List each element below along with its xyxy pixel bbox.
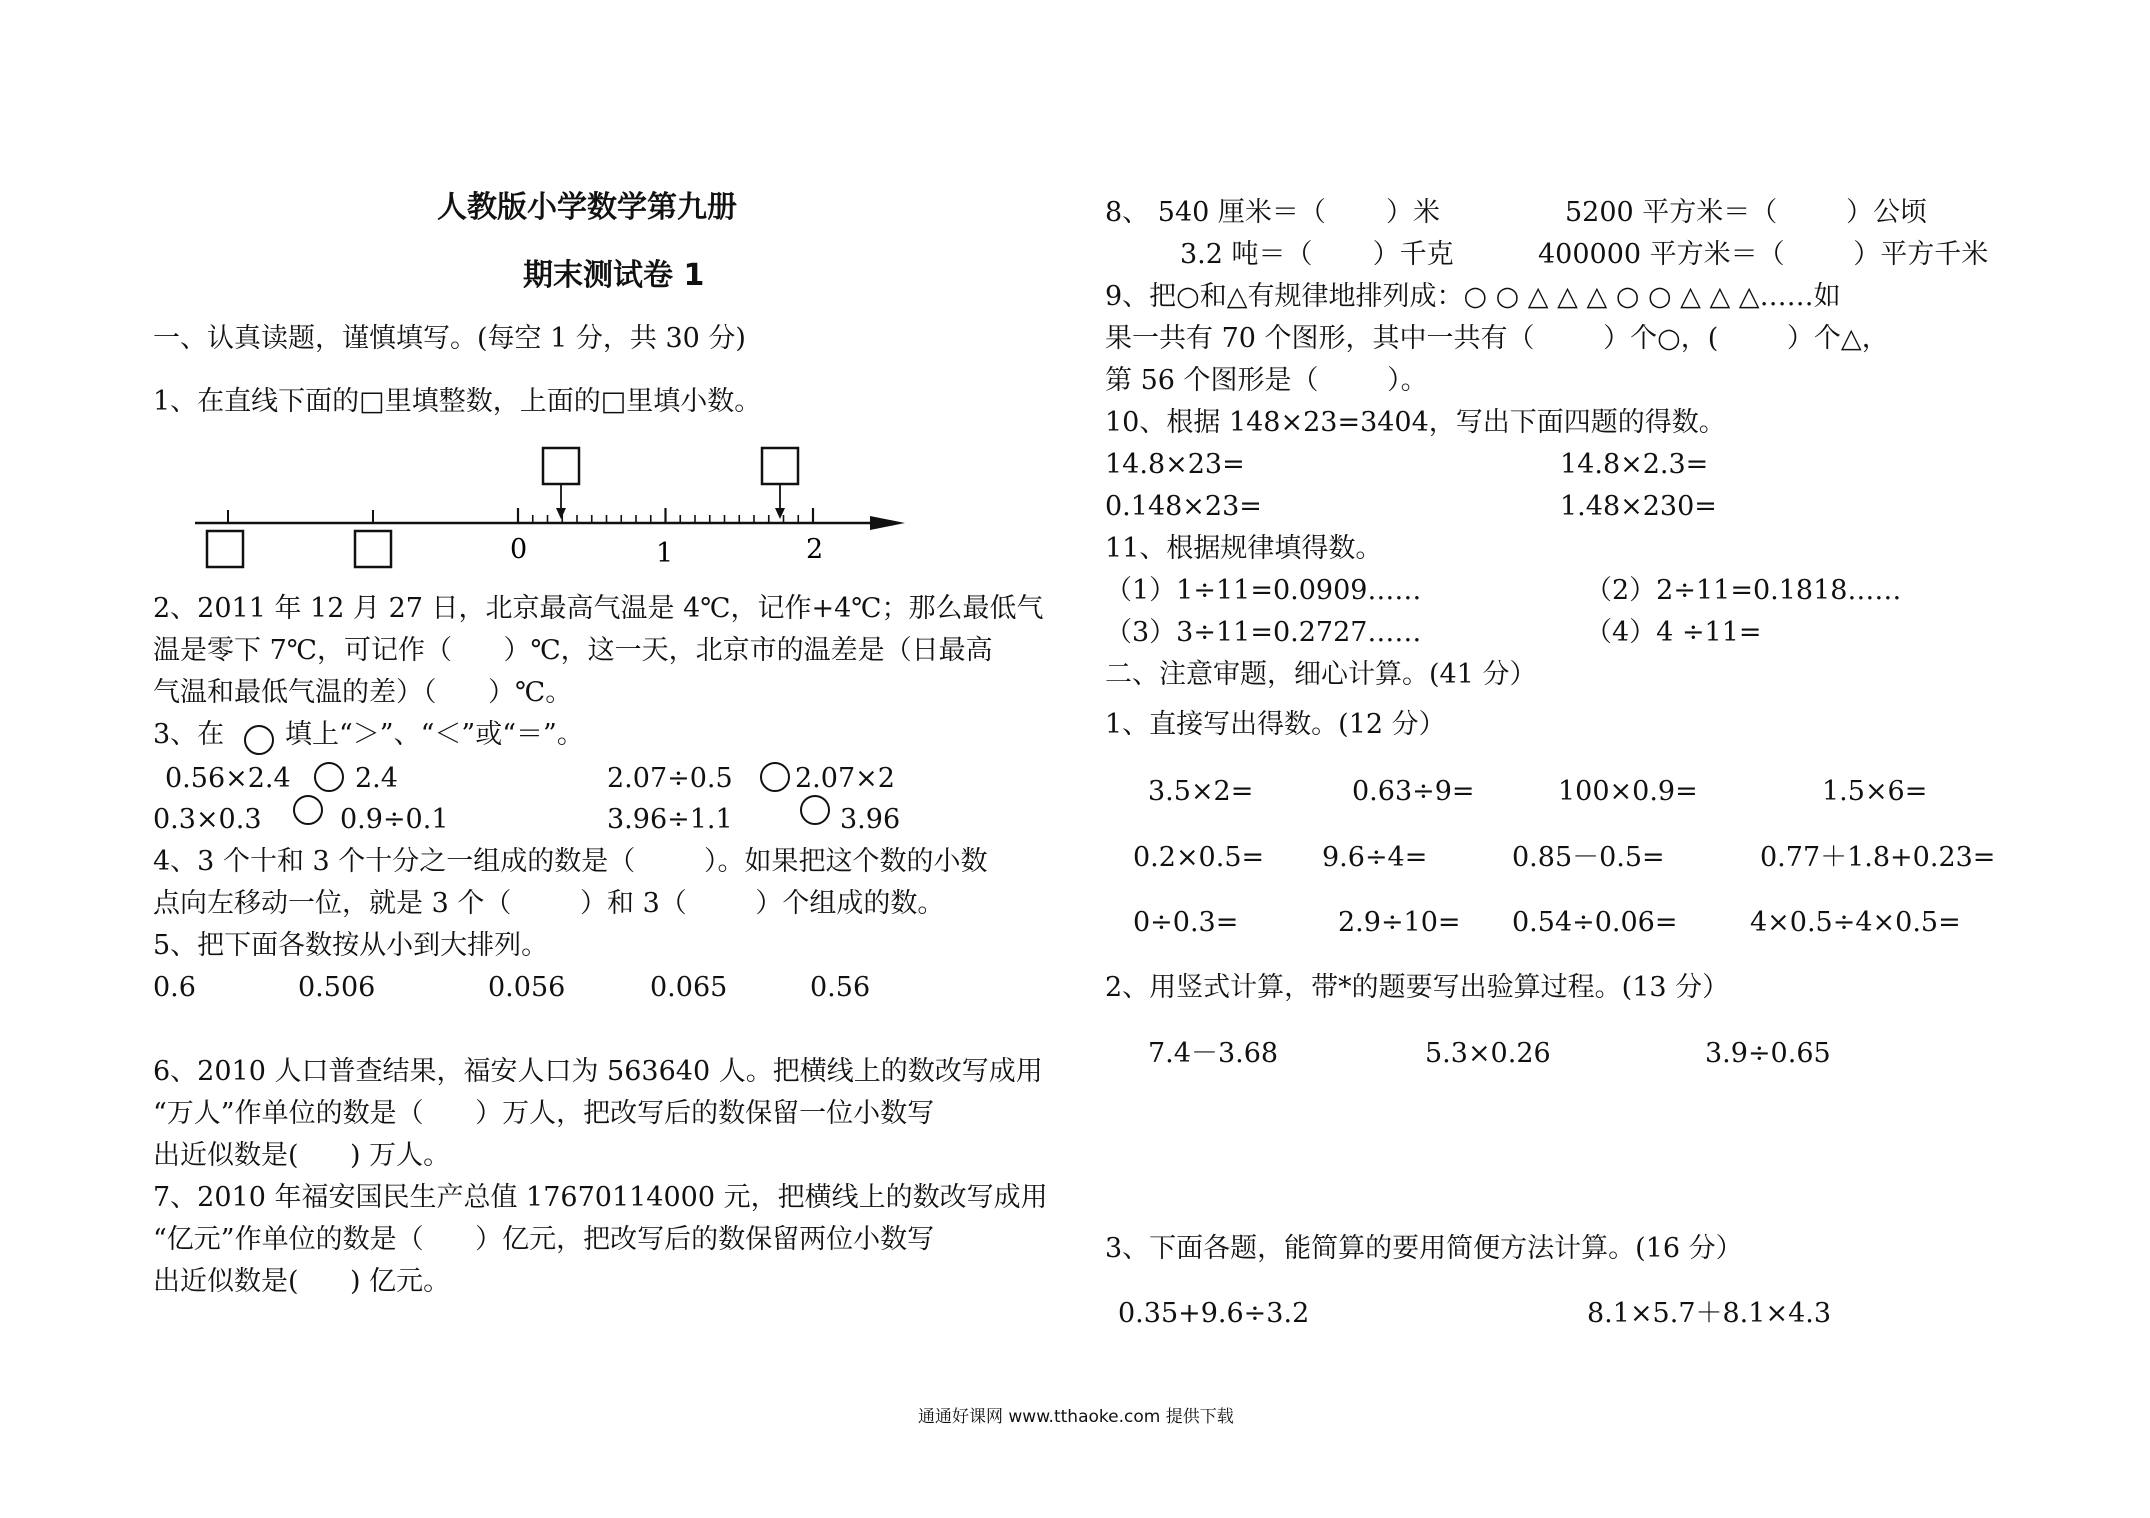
q5-number: 0.506 — [298, 972, 376, 1003]
q3-item4-left: 3.96÷1.1 — [607, 804, 733, 835]
calc-item: 0.2×0.5= — [1133, 842, 1265, 873]
q8-row1-a: 8、 540 厘米＝（ ）米 — [1105, 197, 1440, 228]
calc-item: 1.5×6= — [1822, 776, 1928, 807]
calc-item: 2.9÷10= — [1338, 907, 1461, 938]
vertical-calc-item: 3.9÷0.65 — [1705, 1038, 1831, 1069]
q11-item: （3）3÷11=0.2727…… — [1105, 617, 1422, 648]
q11-item: （2）2÷11=0.1818…… — [1585, 575, 1902, 606]
simplify-item: 0.35+9.6÷3.2 — [1118, 1298, 1310, 1329]
part3-heading: 3、下面各题，能简算的要用简便方法计算。(16 分） — [1105, 1233, 1743, 1264]
q11-text: 11、根据规律填得数。 — [1105, 533, 1383, 564]
q4-line2: 点向左移动一位，就是 3 个（ ）和 3（ ）个组成的数。 — [153, 888, 945, 919]
tick-label-2: 2 — [806, 534, 824, 565]
number-line — [180, 440, 940, 590]
q7-line1: 7、2010 年福安国民生产总值 17670114000 元，把横线上的数改写成用 — [153, 1182, 1048, 1213]
q5-number: 0.065 — [650, 972, 728, 1003]
q3-item2-left: 2.07÷0.5 — [607, 763, 733, 794]
vertical-calc-item: 7.4－3.68 — [1148, 1038, 1279, 1069]
answer-box-decimal-1 — [543, 448, 579, 484]
compare-circle-2[interactable] — [760, 762, 790, 792]
q3-item2-right: 2.07×2 — [795, 763, 895, 794]
calc-item: 0.54÷0.06= — [1512, 907, 1678, 938]
answer-box-integer-2 — [355, 531, 391, 567]
tick-label-0: 0 — [510, 534, 528, 565]
q2-line3: 气温和最低气温的差）（ ）℃。 — [153, 677, 573, 708]
part1-heading: 1、直接写出得数。(12 分） — [1105, 709, 1446, 740]
q11-item: （1）1÷11=0.0909…… — [1105, 575, 1422, 606]
compare-circle-3[interactable] — [293, 795, 323, 825]
answer-box-integer-1 — [207, 531, 243, 567]
q11-item: （4）4 ÷11= — [1585, 617, 1762, 648]
q2-line1: 2、2011 年 12 月 27 日，北京最高气温是 4℃，记作+4℃；那么最低气 — [153, 593, 1044, 624]
q8-row2-a: 3.2 吨＝（ ）千克 — [1180, 239, 1454, 270]
q5-number: 0.056 — [488, 972, 566, 1003]
q8-row1-b: 5200 平方米＝（ ）公顷 — [1565, 197, 1927, 228]
q6-line1: 6、2010 人口普查结果，福安人口为 563640 人。把横线上的数改写成用 — [153, 1056, 1043, 1087]
q10-item: 1.48×230= — [1560, 491, 1717, 522]
q2-line2: 温是零下 7℃，可记作（ ）℃，这一天，北京市的温差是（日最高 — [153, 635, 993, 666]
page-subtitle: 期末测试卷 1 — [523, 258, 705, 293]
q10-item: 0.148×23= — [1105, 491, 1262, 522]
calc-item: 0.63÷9= — [1352, 776, 1475, 807]
q3-item3-left: 0.3×0.3 — [153, 804, 262, 835]
q10-item: 14.8×23= — [1105, 449, 1245, 480]
q9-line1: 9、把○和△有规律地排列成：○ ○ △ △ △ ○ ○ △ △ △……如 — [1105, 281, 1841, 312]
q3-item1-left: 0.56×2.4 — [165, 763, 291, 794]
vertical-calc-item: 5.3×0.26 — [1425, 1038, 1551, 1069]
q10-item: 14.8×2.3= — [1560, 449, 1709, 480]
compare-circle-1[interactable] — [314, 762, 344, 792]
calc-item: 4×0.5÷4×0.5= — [1750, 907, 1961, 938]
calc-item: 100×0.9= — [1558, 776, 1698, 807]
tick-label-1: 1 — [656, 538, 674, 569]
part2-heading: 2、用竖式计算，带*的题要写出验算过程。(13 分） — [1105, 972, 1730, 1003]
q8-row2-b: 400000 平方米＝（ ）平方千米 — [1538, 239, 1989, 270]
q3-item1-right: 2.4 — [355, 763, 398, 794]
q5-text: 5、把下面各数按从小到大排列。 — [153, 930, 549, 961]
q3-item4-right: 3.96 — [840, 804, 901, 835]
section1-heading: 一、认真读题，谨慎填写。(每空 1 分，共 30 分) — [153, 323, 746, 354]
answer-box-decimal-2 — [762, 448, 798, 484]
q7-line3: 出近似数是( ) 亿元。 — [153, 1266, 451, 1297]
simplify-item: 8.1×5.7＋8.1×4.3 — [1587, 1298, 1832, 1329]
q5-number: 0.6 — [153, 972, 196, 1003]
compare-circle-4[interactable] — [800, 795, 830, 825]
q5-number: 0.56 — [810, 972, 871, 1003]
calc-item: 9.6÷4= — [1322, 842, 1428, 873]
section2-heading: 二、注意审题，细心计算。(41 分） — [1105, 659, 1537, 690]
footer-credit: 通通好课网 www.tthaoke.com 提供下载 — [918, 1407, 1234, 1427]
q6-line3: 出近似数是( ) 万人。 — [153, 1140, 451, 1171]
calc-item: 0÷0.3= — [1133, 907, 1239, 938]
compare-circle-icon — [244, 725, 274, 755]
q3-before: 3、在 — [153, 719, 225, 750]
q7-line2: “亿元”作单位的数是（ ）亿元，把改写后的数保留两位小数写 — [153, 1224, 935, 1255]
q9-line3: 第 56 个图形是（ ）。 — [1105, 365, 1428, 396]
q6-line2: “万人”作单位的数是（ ）万人，把改写后的数保留一位小数写 — [153, 1098, 935, 1129]
calc-item: 0.77＋1.8+0.23= — [1760, 842, 1996, 873]
q3-item3-right: 0.9÷0.1 — [340, 804, 449, 835]
q3-after: 填上“＞”、“＜”或“＝”。 — [285, 719, 584, 750]
q4-line1: 4、3 个十和 3 个十分之一组成的数是（ ）。如果把这个数的小数 — [153, 846, 988, 877]
q1-text: 1、在直线下面的□里填整数，上面的□里填小数。 — [153, 386, 762, 417]
q10-text: 10、根据 148×23=3404，写出下面四题的得数。 — [1105, 407, 1726, 438]
calc-item: 3.5×2= — [1148, 776, 1254, 807]
page-title: 人教版小学数学第九册 — [437, 190, 737, 225]
calc-item: 0.85－0.5= — [1512, 842, 1665, 873]
q9-line2: 果一共有 70 个图形，其中一共有（ ）个○，( ）个△， — [1105, 323, 1889, 354]
